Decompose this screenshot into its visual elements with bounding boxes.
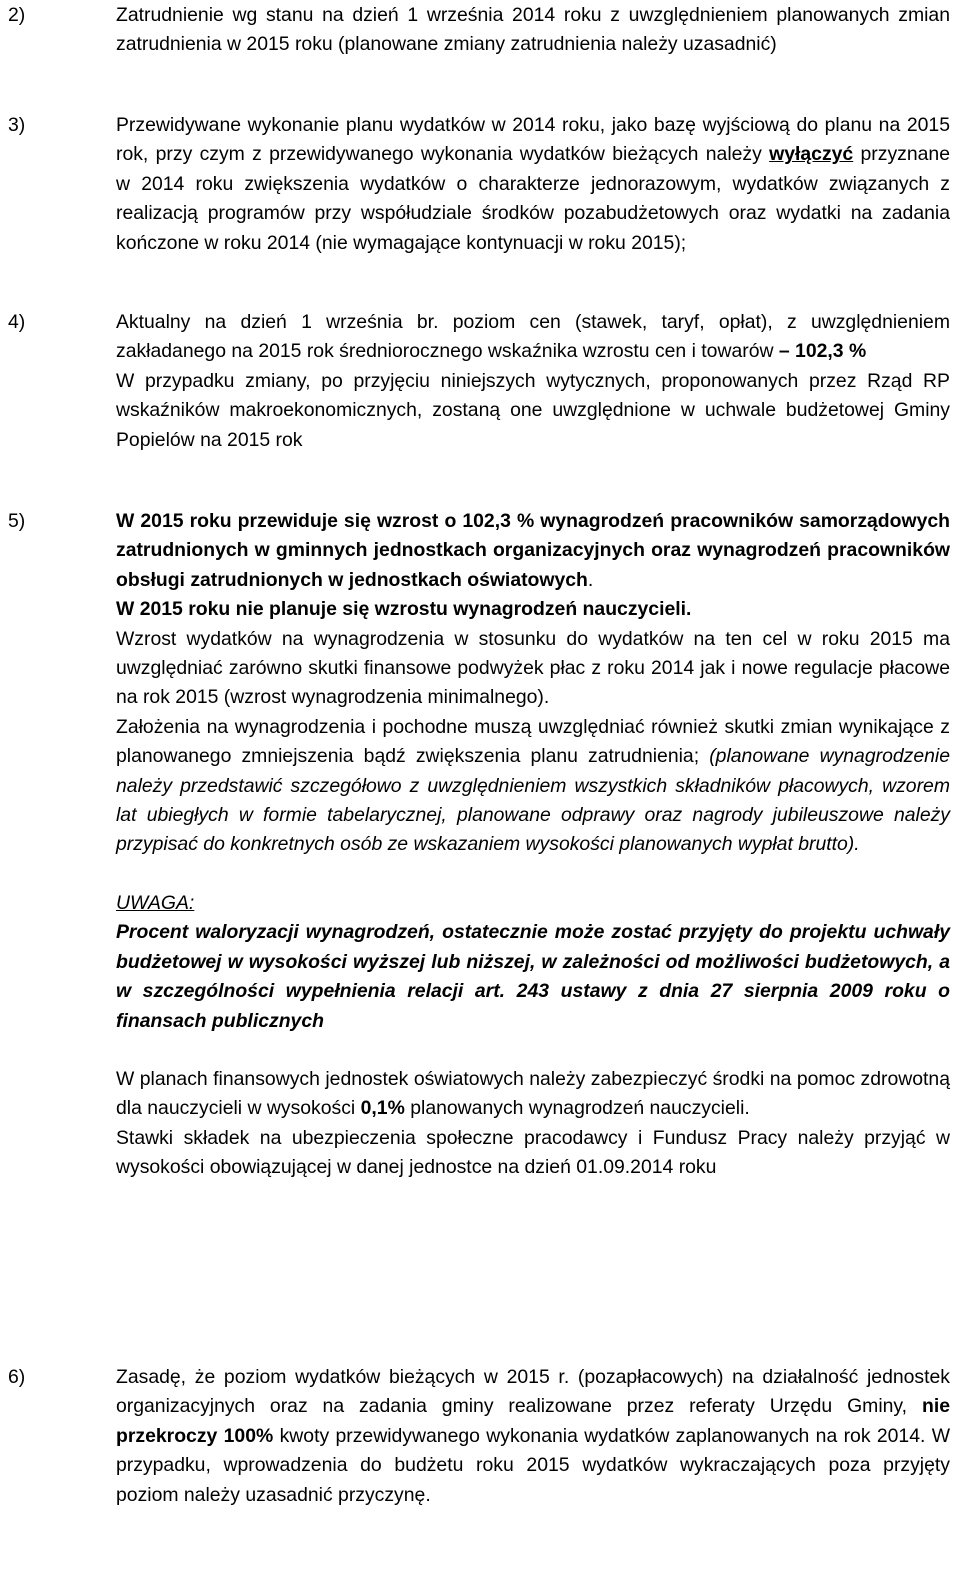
text-run: przyznane w 2014 roku zwiększenia wydatków o charakterze jednorazowym, wydatków związanych z realizacją programów przy współudziale środków pozabudżetowych oraz wydatki na zadania kończone w roku 2014 (nie wymagające kontynuacji w roku 2015); <box>116 143 950 254</box>
item-number: 4) <box>8 311 26 333</box>
paragraph <box>116 1065 950 1124</box>
item-number: 2) <box>8 4 26 26</box>
item-text <box>116 1363 950 1510</box>
emphasis-exclude: wyłączyć <box>769 143 854 166</box>
list-item-6 <box>8 1363 950 1510</box>
text-run: kwoty przewidywanego wykonania wydatków zaplanowanych na rok 2014. W przypadku, wprowadzenia do budżetu roku 2015 wydatków wykraczających poza przyjęty poziom należy uzasadnić przyczynę. <box>116 1424 951 1506</box>
paragraph: Zatrudnienie wg stanu na dzień 1 września 2014 roku z uwzględnieniem planowanych zmian zatrudnienia w 2015 roku (planowane zmiany zatrudnienia należy uzasadnić) <box>116 4 950 56</box>
item-number: 6) <box>8 1366 26 1388</box>
item-number: 3) <box>8 114 26 136</box>
item-text <box>116 1 950 60</box>
health-fund-percent: 0,1% <box>360 1097 405 1120</box>
paragraph <box>116 308 950 367</box>
item-text <box>116 308 950 455</box>
text-run: Aktualny na dzień 1 września br. poziom cen (stawek, taryf, opłat), z uwzględnieniem zakładanego na 2015 rok średniorocznego wskaźnika wzrostu cen i towarów <box>116 311 950 363</box>
salary-increase-statement: W 2015 roku przewiduje się wzrost o 102,3 % wynagrodzeń pracowników samorządowych zatrudnionych w gminnych jednostkach organizacyjnych oraz wynagrodzeń pracowników obsługi zatrudnionych w jednostkach oświatowych <box>116 510 950 591</box>
spacer <box>116 1036 950 1065</box>
item-number: 5) <box>8 510 26 532</box>
paragraph <box>116 1363 950 1510</box>
spacer <box>116 860 950 889</box>
text-run: Zasadę, że poziom wydatków bieżących w 2015 r. (pozapłacowych) na działalność jednostek organizacyjnych oraz na zadania gminy realizowane przez referaty Urzędu Gminy, <box>116 1366 950 1418</box>
list-item-5 <box>8 507 950 1183</box>
paragraph <box>116 713 950 860</box>
paragraph: Wzrost wydatków na wynagrodzenia w stosunku do wydatków na ten cel w roku 2015 ma uwzględniać zarówno skutki finansowe podwyżek płac z roku 2014 jak i nowe regulacje płacowe na rok 2015 (wzrost wynagrodzenia minimalnego). <box>116 627 950 709</box>
warning-text: Procent waloryzacji wynagrodzeń, ostatecznie może zostać przyjęty do projektu uchwały budżetowej w wysokości wyższej lub niższej, w zależności od możliwości budżetowych, a w szczególności wypełnienia relacji art. 243 ustawy z dnia 27 sierpnia 2009 roku o finansach publicznych <box>116 921 950 1032</box>
spending-limit: nie przekroczy 100% <box>116 1395 950 1447</box>
italic-note: (planowane wynagrodzenie należy przedstawić szczegółowo z uwzględnieniem wszystkich składników płacowych, wzorem lat ubiegłych w formie tabelarycznej, planowane odprawy oraz nagrody jubileuszowe należy przypisać do konkretnych osób ze wskazaniem wysokości planowanych wypłat brutto). <box>116 745 951 856</box>
text-run: planowanych wynagrodzeń nauczycieli. <box>404 1097 750 1120</box>
text-run: W planach finansowych jednostek oświatowych należy zabezpieczyć środki na pomoc zdrowotną dla nauczycieli w wysokości <box>116 1067 950 1120</box>
item-text <box>116 507 950 1183</box>
paragraph: W przypadku zmiany, po przyjęciu niniejszych wytycznych, proponowanych przez Rząd RP wskaźników makroekonomicznych, zostaną one uwzględnione w uchwale budżetowej Gminy Popielów na 2015 rok <box>116 369 950 451</box>
paragraph-teachers: W 2015 roku nie planuje się wzrostu wynagrodzeń nauczycieli. <box>116 598 692 621</box>
text-run: . <box>587 568 594 591</box>
paragraph: Stawki składek na ubezpieczenia społeczne pracodawcy i Fundusz Pracy należy przyjąć w wysokości obowiązującej w danej jednostce na dzień 01.09.2014 roku <box>116 1126 950 1179</box>
list-item-3 <box>8 111 950 258</box>
text-run: Przewidywane wykonanie planu wydatków w 2014 roku, jako bazę wyjściową do planu na 2015 rok, przy czym z przewidywanego wykonania wydatków bieżących należy <box>116 114 950 166</box>
price-index-value: – 102,3 % <box>778 340 867 363</box>
item-text <box>116 111 950 258</box>
text-run: Założenia na wynagrodzenia i pochodne muszą uwzględniać również skutki zmian wynikające z planowanego zmniejszenia bądź zwiększenia planu zatrudnienia; <box>116 715 950 768</box>
paragraph <box>116 111 950 258</box>
paragraph <box>116 507 950 595</box>
list-item-2 <box>8 1 950 60</box>
warning-heading: UWAGA: <box>116 891 195 914</box>
list-item-4 <box>8 308 950 455</box>
